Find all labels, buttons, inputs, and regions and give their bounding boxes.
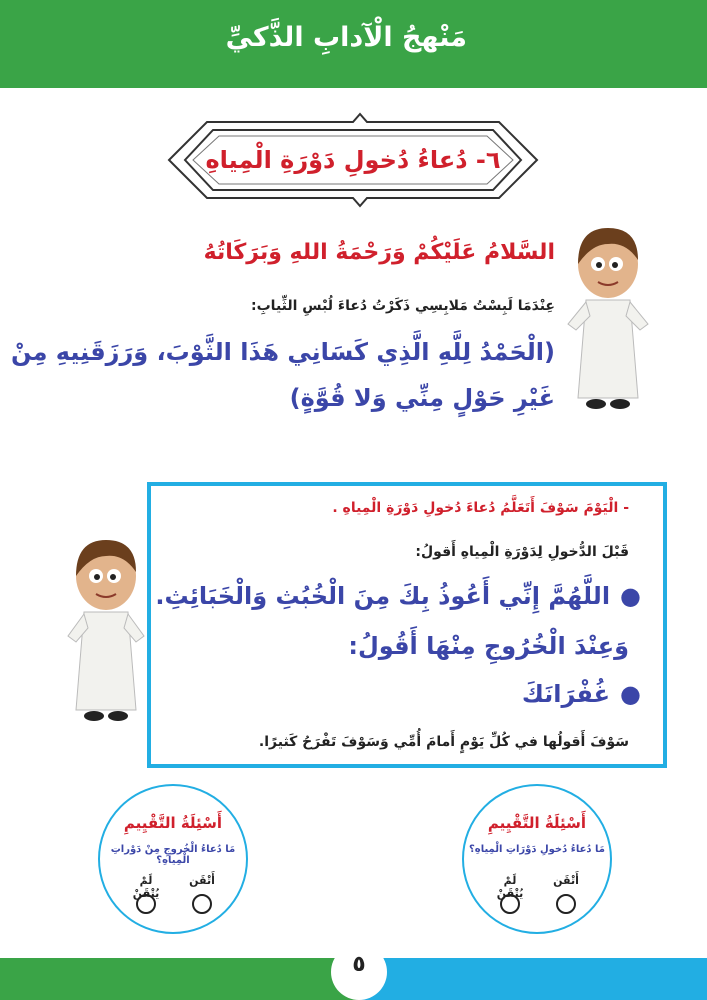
option-mastered-label: أَتْقَن — [189, 874, 215, 887]
option-not-mastered-radio[interactable] — [136, 894, 156, 914]
evaluation-question: مَا دُعاءُ دُخولِ دَوْرَاتِ الْمِياهِ؟ — [469, 844, 605, 855]
leaving-dua-text: غُفْرَانَكَ — [521, 680, 611, 708]
greeting-text: السَّلامُ عَلَيْكُمْ وَرَحْمَةُ اللهِ وَبَرَكَاتُهُ — [203, 240, 555, 265]
leaving-dua-item — [522, 680, 641, 708]
page-number: ٥ — [352, 952, 366, 977]
option-not-mastered-label: لَمْ يُتْقَنْ — [132, 874, 160, 900]
option-not-mastered-label: لَمْ يُتْقَنْ — [496, 874, 524, 900]
entering-dua-item — [155, 582, 641, 610]
lesson-box — [147, 482, 667, 768]
footer-blue-bar — [360, 958, 707, 1000]
entering-dua-text: اللَّهُمَّ إِنِّي أَعُوذُ بِكَ مِنَ الْخُبُثِ وَالْخَبَائِثِ. — [155, 582, 611, 610]
box-closing-text: سَوْفَ أَقولُها في كُلِّ يَوْمٍ أَمامَ أُمِّي وَسَوْفَ تَفْرَحُ كَثيرًا. — [258, 734, 629, 750]
header-bar — [0, 0, 707, 88]
boy-character-icon — [566, 220, 650, 414]
bullet-icon: ● — [620, 680, 641, 708]
footer-green-bar — [0, 958, 360, 1000]
evaluation-title: أَسْئِلَةُ التَّقْيِيمِ — [123, 814, 223, 832]
lesson-title: ٦- دُعاءُ دُخولِ دَوْرَةِ الْمِياهِ — [205, 146, 501, 174]
evaluation-card-left — [98, 784, 248, 934]
option-mastered-radio[interactable] — [192, 894, 212, 914]
box-before-text: قَبْلَ الدُّخولِ لِدَوْرَةِ الْمِياهِ أَقولُ: — [415, 544, 629, 560]
evaluation-question: مَا دُعاءُ الْخُروجِ مِنْ دَوْراتِ الْمِياهِ؟ — [110, 844, 236, 866]
box-after-text: وَعِنْدَ الْخُرُوجِ مِنْهَا أَقُولُ: — [348, 632, 629, 660]
boy-character-icon — [66, 532, 146, 726]
option-not-mastered-radio[interactable] — [500, 894, 520, 914]
evaluation-title: أَسْئِلَةُ التَّقْيِيمِ — [487, 814, 587, 832]
clothing-dua-line1: (الْحَمْدُ لِلَّهِ الَّذِي كَسَانِي هَذَا الثَّوْبَ، وَرَزَقَنِيهِ مِنْ — [10, 338, 555, 366]
book-title: مَنْهجُ الْآدابِ الذَّكيِّ — [225, 22, 467, 53]
option-mastered-radio[interactable] — [556, 894, 576, 914]
option-mastered-label: أَتْقَن — [553, 874, 579, 887]
lesson-title-frame — [167, 112, 539, 208]
evaluation-card-right — [462, 784, 612, 934]
clothing-dua-line2: غَيْرِ حَوْلٍ مِنِّي وَلا قُوَّةٍ) — [289, 384, 555, 412]
intro-text: عِنْدَمَا لَبِسْتُ مَلابِسِي ذَكَرْتُ دُعاءَ لُبْسِ الثِّيابِ: — [251, 298, 555, 314]
box-intro-text: - الْيَوْمَ سَوْفَ أَتَعَلَّمُ دُعاءَ دُخولِ دَوْرَةِ الْمِياهِ . — [332, 500, 629, 516]
bullet-icon: ● — [620, 582, 641, 610]
